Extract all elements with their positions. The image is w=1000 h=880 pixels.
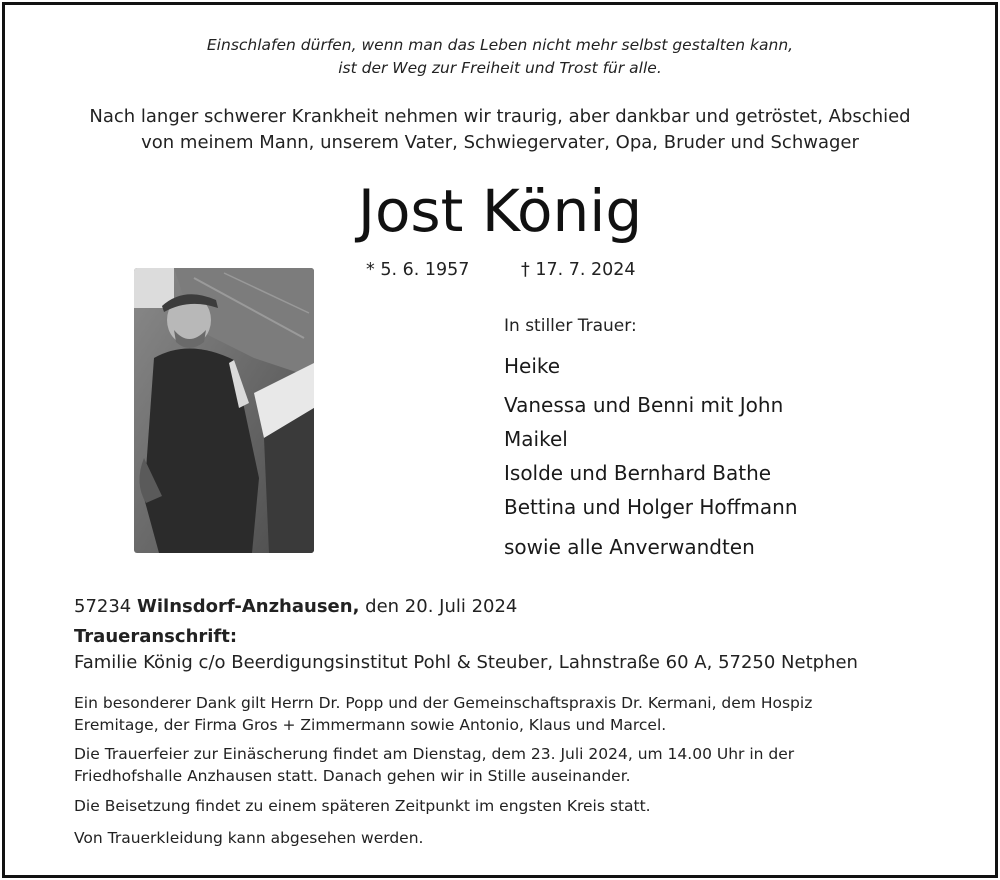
motto-line-2: ist der Weg zur Freiheit und Trost für alle. [338, 59, 662, 77]
attire-paragraph: Von Trauerkleidung kann abgesehen werden. [74, 829, 424, 847]
ceremony-paragraph [74, 743, 934, 787]
town: Wilnsdorf-Anzhausen, [137, 596, 360, 617]
place-and-date [74, 596, 517, 617]
address-value: Familie König c/o Beerdigungsinstitut Pohl & Steuber, Lahnstraße 60 A, 57250 Netphen [74, 652, 858, 673]
motto-quote [0, 34, 1000, 80]
thanks-line-1: Ein besonderer Dank gilt Herrn Dr. Popp und der Gemeinschaftspraxis Dr. Kermani, dem Hospiz [74, 694, 813, 712]
mourner-name: Isolde und Bernhard Bathe [504, 461, 772, 485]
thanks-paragraph [74, 692, 934, 736]
motto-line-1: Einschlafen dürfen, wenn man das Leben nicht mehr selbst gestalten kann, [206, 36, 794, 54]
ceremony-line-1: Die Trauerfeier zur Einäscherung findet am Dienstag, dem 23. Juli 2024, um 14.00 Uhr in der [74, 745, 795, 763]
portrait-photo-image [134, 268, 314, 553]
mourner-name: Vanessa und Benni mit John [504, 393, 784, 417]
portrait-photo [134, 268, 314, 553]
mourner-name: Bettina und Holger Hoffmann [504, 495, 798, 519]
burial-paragraph: Die Beisetzung findet zu einem späteren Zeitpunkt im engsten Kreis statt. [74, 797, 651, 815]
birth-date: * 5. 6. 1957 [366, 260, 470, 280]
ceremony-line-2: Friedhofshalle Anzhausen statt. Danach gehen wir in Stille auseinander. [74, 767, 631, 785]
deceased-name: Jost König [357, 177, 643, 245]
intro-line-1: Nach langer schwerer Krankheit nehmen wir traurig, aber dankbar und getröstet, Abschied [89, 106, 911, 127]
thanks-line-2: Eremitage, der Firma Gros + Zimmermann sowie Antonio, Klaus und Marcel. [74, 716, 667, 734]
mourning-label: In stiller Trauer: [504, 316, 637, 336]
mourner-name: sowie alle Anverwandten [504, 535, 755, 559]
death-date: † 17. 7. 2024 [521, 260, 636, 280]
postcode: 57234 [74, 596, 132, 617]
notice-date: den 20. Juli 2024 [365, 596, 518, 617]
intro-line-2: von meinem Mann, unserem Vater, Schwiegervater, Opa, Bruder und Schwager [141, 132, 859, 153]
mourner-name: Heike [504, 354, 561, 378]
mourner-name: Maikel [504, 427, 568, 451]
address-label: Traueranschrift: [74, 626, 238, 647]
intro-text [0, 104, 1000, 156]
